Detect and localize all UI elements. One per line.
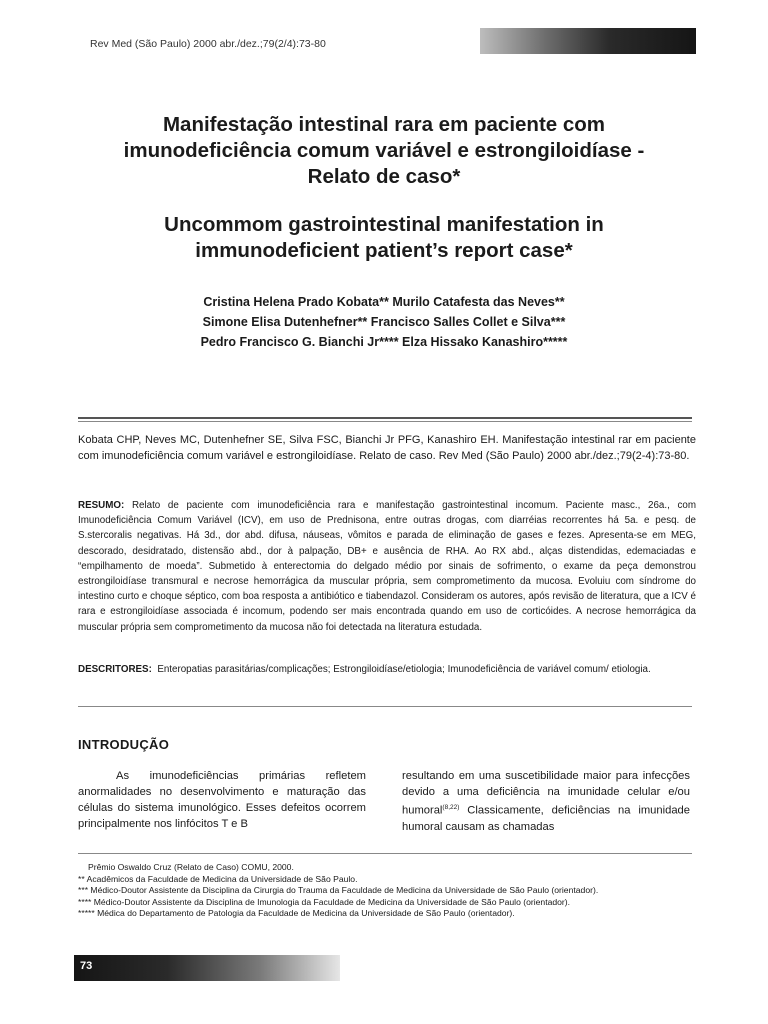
title-english	[60, 212, 708, 264]
journal-reference: Rev Med (São Paulo) 2000 abr./dez.;79(2/4):73-80	[90, 38, 326, 50]
header-decorative-bar	[480, 28, 696, 54]
footnote-divider	[78, 853, 692, 854]
section-heading: INTRODUÇÃO	[78, 737, 170, 752]
page-number: 73	[80, 960, 93, 972]
divider	[78, 417, 692, 419]
footnote: **** Médico-Doutor Assistente da Disciplina de Imunologia da Faculdade de Medicina da Universidade de São Paulo (orientador).	[78, 896, 571, 907]
footnote: Prêmio Oswaldo Cruz (Relato de Caso) COMU, 2000.	[88, 862, 294, 872]
intro-text: Classicamente, deficiências na imunidade humoral causam as chamadas	[402, 804, 690, 833]
author-list	[60, 292, 708, 352]
author-line: Cristina Helena Prado Kobata** Murilo Catafesta das Neves**	[203, 295, 565, 309]
author-line: Simone Elisa Dutenhefner** Francisco Salles Collet e Silva***	[202, 315, 566, 329]
abstract	[78, 498, 696, 635]
footnote: ***** Médica do Departamento de Patologia da Faculdade de Medicina da Universidade de São Paulo (orientador).	[78, 908, 515, 918]
title-pt-line: imunodeficiência comum variável e estrongiloidíase -	[123, 139, 645, 162]
keywords-label: DESCRITORES:	[78, 664, 152, 675]
footnotes	[78, 862, 718, 920]
title-portuguese	[60, 112, 708, 190]
footnote: *** Médico-Doutor Assistente da Disciplina da Cirurgia do Trauma da Faculdade de Medicina da Universidade de São Paulo (orientador).	[78, 885, 599, 895]
title-pt-line: Manifestação intestinal rara em paciente com	[162, 113, 606, 136]
citation: Kobata CHP, Neves MC, Dutenhefner SE, Silva FSC, Bianchi Jr PFG, Kanashiro EH. Manifestação intestinal rar em paciente com imunodeficiência comum variável e estrongiloidíase. Relato de caso. Rev Med (São Paulo) 2000 abr./dez.;79(2-4):73-80.	[78, 434, 696, 462]
abstract-text: Relato de paciente com imunodeficiência rara e manifestação gastrointestinal incomum. Paciente masc., 26a., com Imunodeficiência Comum Variável (ICV), em uso de Prednisona, entre outras drogas, com diarréias recorrentes há 5a. e pesq. de S.stercoralis negativas. Há 3d., dor abd. difusa, náuseas, vômitos e parada de eliminação de gases e fezes. Apresenta-se em MEG, descorado, desidratado, distensão abd., dor à palpação, DB+ e ausência de RHA. Ao RX abd., alças distendidas, edemaciadas e “empilhamento de moeda”. Submetido à enterectomia do delgado médio por sinais de sofrimento, o exame da peça demonstrou estrongiloidíase transmural e necrose hemorrágica da muscular própria, sem comprometimento da mucosa. Evoluiu com síndrome do intestino curto e choque séptico, com boa resposta a antibiótico e tiabendazol. Consideram os autores, após revisão de literatura, que a ICV é rara e estrongiloidíase associada é incomum, podendo ser mais encontrada quando em uso de corticóides. A necrose hemorrágica da muscular própria sem comprometimento da mucosa não foi detectada na literatura estudada.	[78, 500, 696, 633]
keywords-text: Enteropatias parasitárias/complicações; Estrongiloidíase/etiologia; Imunodeficiência de variável comum/ etiologia.	[157, 664, 651, 675]
intro-text: resultando em uma suscetibilidade maior para infecções devido a uma deficiência na imunidade celular e/ou humoral	[402, 770, 690, 817]
footnote: ** Acadêmicos da Faculdade de Medicina da Universidade de São Paulo.	[78, 873, 358, 884]
abstract-label: RESUMO:	[78, 500, 125, 511]
divider	[78, 421, 692, 422]
author-line: Pedro Francisco G. Bianchi Jr**** Elza Hissako Kanashiro*****	[200, 335, 568, 349]
title-pt-line: Relato de caso*	[307, 165, 461, 188]
intro-column-right	[402, 768, 690, 835]
title-en-line: immunodeficient patient’s report case*	[195, 239, 573, 262]
footer-decorative-bar	[74, 955, 340, 981]
title-en-line: Uncommom gastrointestinal manifestation in	[164, 213, 604, 236]
divider	[78, 706, 692, 707]
intro-column-left: As imunodeficiências primárias refletem anormalidades no desenvolvimento e maturação das células do sistema imunológico. Esses defeitos ocorrem principalmente nos linfócitos T e B	[78, 770, 366, 830]
keywords	[78, 660, 696, 680]
reference-marker: (8,22)	[442, 804, 460, 811]
